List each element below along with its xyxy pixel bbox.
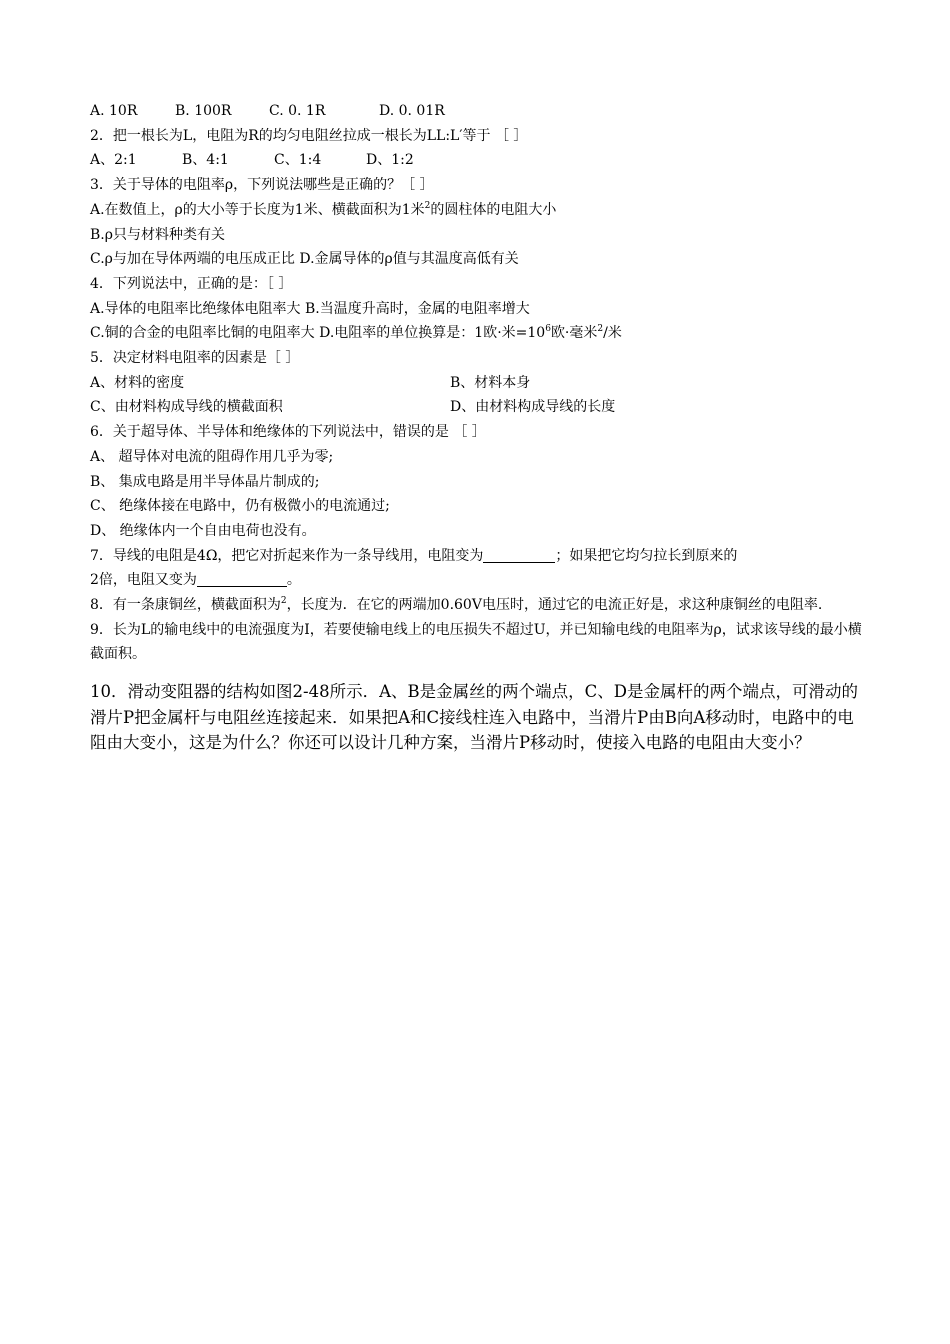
q5-stem: 5．决定材料电阻率的因素是［ ］	[90, 350, 300, 367]
q6-option-b: B、 集成电路是用半导体晶片制成的;	[90, 473, 320, 490]
q1-option-d: D. 0. 01R	[379, 103, 445, 119]
q5-options-cd	[90, 395, 865, 420]
q4-stem: 4．下列说法中，正确的是：［ ］	[90, 275, 293, 292]
q6-stem: 6．关于超导体、半导体和绝缘体的下列说法中，错误的是 ［ ］	[90, 424, 486, 441]
q2-option-b: B、4:1	[182, 152, 229, 169]
q7-answer-blank-2	[197, 570, 287, 587]
q1-option-a: A. 10R	[90, 103, 138, 119]
q6-option-a: A、 超导体对电流的阻碍作用几乎为零;	[90, 448, 334, 465]
q2-option-a: A、2:1	[90, 152, 137, 169]
q2-options	[90, 148, 865, 173]
q9-text: 9．长为L的输电线中的电流强度为I，若要使输电线上的电压损失不超过U，并已知输电线的电阻率为ρ，试求该导线的最小横截面积。	[90, 621, 862, 663]
q3-option-b: B.ρ只与材料种类有关	[90, 226, 225, 243]
q3-stem: 3．关于导体的电阻率ρ，下列说法哪些是正确的？［ ］	[90, 177, 434, 194]
q7-answer-blank-1	[483, 546, 555, 563]
q7-line2: 2倍，电阻又变为 。	[90, 572, 301, 589]
q8-text: 8．有一条康铜丝，横截面积为$^2$，长度为．在它的两端加0.60V电压时，通过它的电流正好是，求这种康铜丝的电阻率.	[90, 596, 823, 614]
q1-option-b: B. 100R	[175, 103, 232, 119]
q5-option-a: A、材料的密度	[90, 374, 185, 391]
q5-options-ab	[90, 371, 865, 396]
q3-option-a: A.在数值上，ρ的大小等于长度为1米、横截面积为1米$^2$的圆柱体的电阻大小	[90, 200, 557, 218]
q5-option-b: B、材料本身	[450, 374, 531, 391]
question-column	[90, 99, 865, 755]
q6-option-c: C、 绝缘体接在电路中，仍有极微小的电流通过;	[90, 498, 390, 515]
q7-line1: 7．导线的电阻是4Ω，把它对折起来作为一条导线用，电阻变为 ；如果把它均匀拉长到原来的	[90, 547, 738, 564]
q5-option-c: C、由材料构成导线的横截面积	[90, 399, 283, 416]
q2-option-d: D、1:2	[366, 152, 414, 169]
q3-option-cd: C.ρ与加在导体两端的电压成正比 D.金属导体的ρ值与其温度高低有关	[90, 251, 519, 268]
q4-option-cd: C.铜的合金的电阻率比铜的电阻率大 D.电阻率的单位换算是：1欧·米$=10^6$欧·毫米$^2$/米	[90, 324, 622, 342]
q4-option-ab: A.导体的电阻率比绝缘体电阻率大 B.当温度升高时，金属的电阻率增大	[90, 300, 530, 317]
q2-stem: 2．把一根长为L，电阻为R的均匀电阻丝拉成一根长为LL:L′等于 ［ ］	[90, 127, 528, 144]
q10-text: 10．滑动变阻器的结构如图2-48所示．A、B是金属丝的两个端点，C、D是金属杆的两个端点，可滑动的滑片P把金属杆与电阻丝连接起来．如果把A和C接线柱连入电路中，当滑片P由B向A移动时，电路中的电阻由大变小，这是为什么？你还可以设计几种方案，当滑片P移动时，使接入电路的电阻由大变小？	[90, 682, 858, 752]
q5-option-d: D、由材料构成导线的长度	[450, 399, 616, 416]
q1-options	[90, 99, 865, 124]
q2-option-c: C、1:4	[274, 152, 322, 169]
q1-option-c: C. 0. 1R	[269, 103, 326, 119]
q6-option-d: D、 绝缘体内一个自由电荷也没有。	[90, 522, 316, 539]
